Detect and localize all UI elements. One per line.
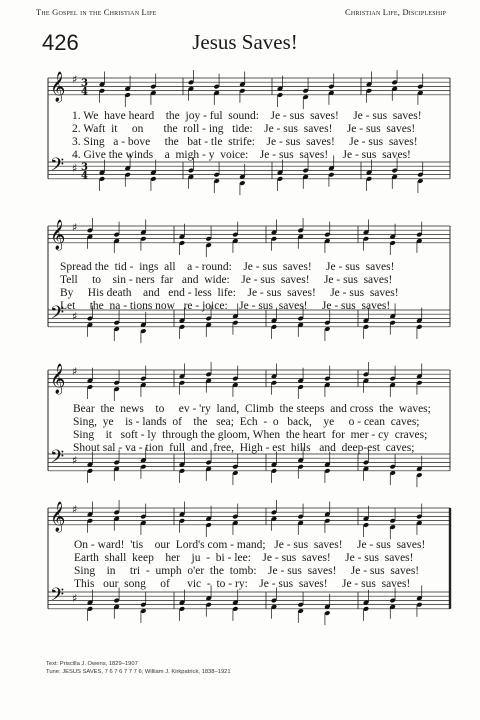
bass-clef: 𝄢 <box>50 447 65 472</box>
music-system-1 <box>0 70 480 220</box>
header-left: The Gospel in the Christian Life <box>36 7 157 17</box>
music-system-3 <box>0 362 480 512</box>
treble-clef: 𝄞 <box>50 502 66 532</box>
lyric-line: On - ward! 'tis our Lord's com - mand; Je - sus saves! Je - sus saves! <box>74 539 426 551</box>
time-signature-bottom: 4 <box>81 170 88 182</box>
lyric-line: This our song of vic - to - ry: Je - sus saves! Je - sus saves! <box>74 578 411 590</box>
music-system-2 <box>0 218 480 368</box>
tune-credit: Tune: JESUS SAVES, 7 6 7 6 7 7 7 6; William J. Kirkpatrick, 1838–1921 <box>46 668 231 675</box>
sharp-sign: ♯ <box>72 162 78 176</box>
time-signature-top: 3 <box>81 78 88 89</box>
lyric-line: 3. Sing a - bove the bat - tle strife: Je - sus saves! Je - sus saves! <box>72 136 418 148</box>
lyric-line: Let the na - tions now re - joice: Je - sus saves! Je - sus saves! <box>60 300 391 312</box>
lyric-line: Spread the tid - ings all a - round: Je - sus saves! Je - sus saves! <box>60 261 395 273</box>
sharp-sign: ♯ <box>72 221 78 234</box>
sharp-sign: ♯ <box>72 73 78 86</box>
hymn-number: 426 <box>42 30 79 55</box>
sharp-sign: ♯ <box>72 592 78 606</box>
treble-clef: 𝄞 <box>50 72 66 102</box>
lyric-line: Sing it soft - ly through the gloom, When the heart for mer - cy craves; <box>73 429 428 441</box>
lyric-line: Sing in tri - umph o'er the tomb: Je - sus saves! Je - sus saves! <box>74 565 420 577</box>
lyric-line: Tell to sin - ners far and wide: Je - sus saves! Je - sus saves! <box>60 274 393 286</box>
lyric-line: 1. We have heard the joy - ful sound: Je - sus saves! Je - sus saves! <box>72 110 422 122</box>
hymn-title: Jesus Saves! <box>192 30 298 54</box>
sharp-sign: ♯ <box>72 365 78 378</box>
lyrics-block-3 <box>73 403 463 455</box>
bass-clef: 𝄢 <box>50 585 65 610</box>
lyric-line: By His death and end - less life: Je - sus saves! Je - sus saves! <box>60 287 399 299</box>
sharp-sign: ♯ <box>72 454 78 468</box>
time-signature-bottom: 4 <box>81 86 88 98</box>
lyric-line: Bear the news to ev - 'ry land, Climb the steeps and cross the waves; <box>73 403 431 415</box>
header-right: Christian Life, Discipleship <box>345 7 446 17</box>
music-system-4 <box>0 500 480 650</box>
text-credit: Text: Priscilla J. Owens, 1829–1907 <box>46 661 138 667</box>
lyrics-block-2 <box>60 261 450 313</box>
time-signature-top: 3 <box>81 162 88 173</box>
bass-clef: 𝄢 <box>50 303 65 328</box>
sharp-sign: ♯ <box>72 310 78 324</box>
sharp-sign: ♯ <box>72 503 78 516</box>
treble-clef: 𝄞 <box>50 220 66 250</box>
credits <box>46 661 231 676</box>
lyrics-block-1 <box>72 110 462 162</box>
lyric-line: Shout sal - va - tion full and free, High - est hills and deep-est caves; <box>73 442 415 454</box>
treble-clef: 𝄞 <box>50 364 66 394</box>
lyrics-block-4 <box>74 539 464 591</box>
lyric-line: 4. Give the winds a migh - y voice: Je - sus saves! Je - sus saves! <box>72 149 411 161</box>
lyric-line: Sing, ye is - lands of the sea; Ech - o back, ye o - cean caves; <box>73 416 420 428</box>
lyric-line: Earth shall keep her ju - bi - lee: Je - sus saves! Je - sus saves! <box>74 552 414 564</box>
lyric-line: 2. Waft it on the roll - ing tide: Je - sus saves! Je - sus saves! <box>72 123 416 135</box>
bass-clef: 𝄢 <box>50 155 65 180</box>
